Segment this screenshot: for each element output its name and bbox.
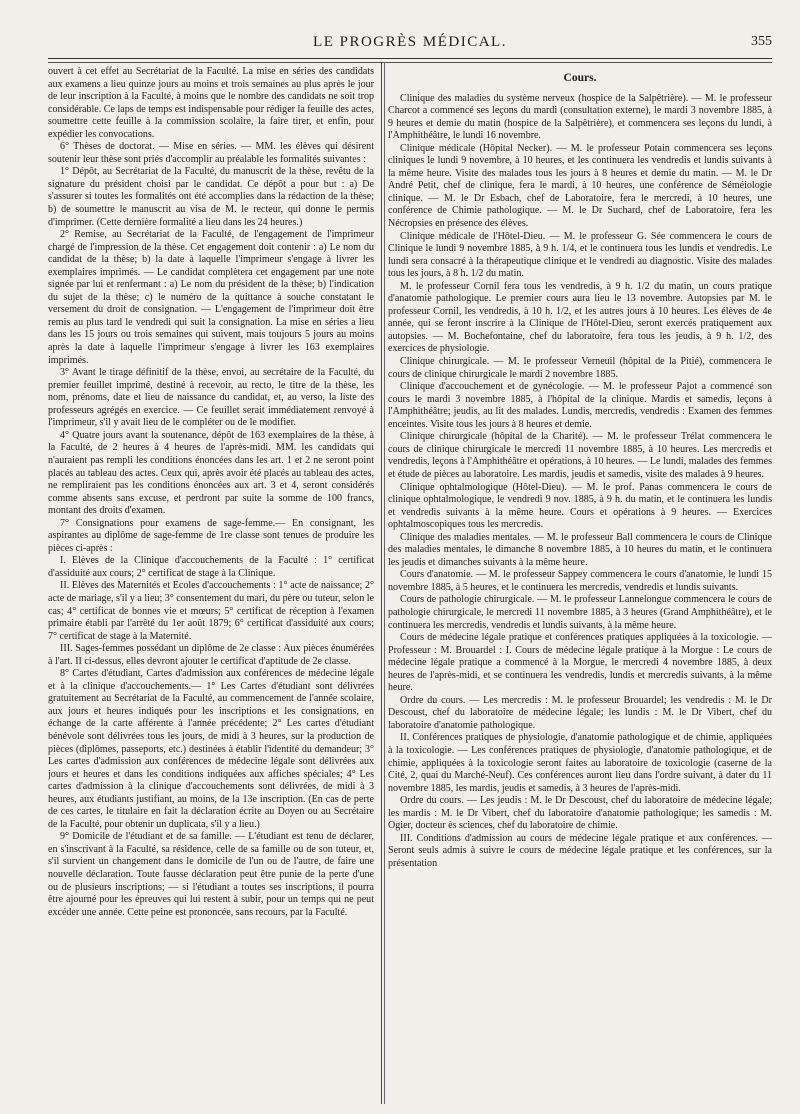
- paragraph: Clinique des maladies mentales. — M. le professeur Ball commencera le cours de Clinique des maladies mentales, le dimanche 8 novembre 1885, à 10 heures du matin, et le continuera les jeudis et dimanches suivants à la même heure.: [388, 531, 772, 568]
- column-divider-thin: [384, 62, 385, 1104]
- paragraph: 1° Dépôt, au Secrétariat de la Faculté, du manuscrit de la thèse, revêtu de la signature du président choisi par le candidat. Ce dépôt a pour but : a) De s'assurer si toutes les formalités ont été accomplies dans la rédaction de la thèse; b) de soumettre le manuscrit au visa de M. le recteur, qui donne le permis d'imprimer. (Cette dernière formalité a lieu dans les 24 heures.): [48, 166, 374, 228]
- paragraph: Cours d'anatomie. — M. le professeur Sappey commencera le cours d'anatomie, le lundi 15 novembre 1885, à 5 heures, et le continuera les mercredis, vendredis et lundis suivants.: [388, 569, 772, 593]
- paragraph: 2° Remise, au Secrétariat de la Faculté, de l'engagement de l'imprimeur chargé de l'impression de la thèse. Cet engagement doit contenir : a) Le nom du candidat de la thèse; b) la date à laquelle l'imprimeur s'engage à livrer les exemplaires imprimés. — Le candidat complètera cet engagement par une note signée par lui et renfermant : a) Le nom du président de la thèse; b) l'indication du sujet de la thèse; c) le numéro de la quittance à souche constatant le versement du droit de consignation. — L'engagement de l'imprimeur doit être remis au plus tard le vendredi qui suit la consignation. La mise en séries a lieu dans les 15 jours ou trois semaines qui suivent, mais toujours 5 jours au moins après la date à laquelle l'imprimeur s'engage à livrer les 163 exemplaires imprimés.: [48, 229, 374, 366]
- paragraph: 4° Quatre jours avant la soutenance, dépôt de 163 exemplaires de la thèse, à la Faculté, de 2 heures à 4 heures de l'après-midi. MM. les candidats qui n'auraient pas rempli les conditions énoncées dans les art. 1 et 2 ne seront point placés au tableau des actes. Ceux qui, après avoir été placés au tableau des actes, ne rempliraient pas les conditions énoncées aux art. 3 et 4, seront considérés comme absents sans excuse, et perdront par suite la somme de 100 francs, montant des droits d'examen.: [48, 429, 374, 517]
- right-column: [388, 66, 772, 1100]
- paragraph: 6° Thèses de doctorat. — Mise en séries. — MM. les élèves qui désirent soutenir leur thèse sont priés d'accomplir au préalable les formalités suivantes :: [48, 141, 374, 165]
- paragraph: Clinique médicale (Hôpital Necker). — M. le professeur Potain commencera ses leçons cliniques le lundi 9 novembre, à 10 heures, et les continuera les vendredis et lundis suivants à la même heure. Visite des malades tous les jours à 8 heures et demie du matin. — M. le Dr André Petit, chef de clinique, fera le mardi, à 10 heures, une conférence de Séméiologie clinique. — M. le Dr Esbach, chef de Laboratoire, fera le mercredi, à 10 heures, une conférence de Chimie pathologique. — M. le Dr Suchard, chef de Laboratoire, fera les Nécropsies en présence des élèves.: [388, 142, 772, 230]
- paragraph: 8° Cartes d'étudiant, Cartes d'admission aux conférences de médecine légale et à la clinique d'accouchements.— 1° Les Cartes d'étudiant sont délivrées gratuitement au Secrétariat de la Faculté, au commencement de l'année scolaire, aux jours et heures indiqués pour les inscriptions et les consignations, en échange de la carte afférente à l'année précédente; 2° Les cartes d'étudiant bénévole sont délivrées tous les jours, de midi à 3 heures, sur la production de pièces (diplômes, passeports, etc.) destinées à établir l'identité du demandeur; 3° Les cartes d'admission aux conférences de médecine légale sont délivrées aux jours et heures et dans les conditions indiquées aux affiches spéciales; 4° Les cartes d'admission à la clinique d'accouchements sont délivrées, de midi à 3 heures, aux étudiants justifiant, au moins, de la 13e inscription. (En cas de perte de ces cartes, le titulaire en fait la déclaration écrite au Doyen ou au Secrétaire de la Faculté, pour obtenir un duplicata, s'il y a lieu.): [48, 668, 374, 830]
- header-rule-thin: [48, 62, 772, 63]
- header-rule: [48, 58, 772, 59]
- left-column: [48, 66, 374, 1100]
- paragraph: 9° Domicile de l'étudiant et de sa famille. — L'étudiant est tenu de déclarer, en s'inscrivant à la Faculté, sa résidence, celle de sa famille ou de son tuteur, et, s'il survient un changement dans le domicile de l'un ou de l'autre, de faire une nouvelle déclaration. Toute fausse déclaration peut être punie de la perte d'une ou de plusieurs inscriptions; — si l'étudiant a toutes ses inscriptions, il pourra être ajourné pour les épreuves qui lui restent à subir, pour un temps qui ne peut excéder une année. Cette peine est prononcée, sans recours, par la Faculté.: [48, 831, 374, 918]
- running-head: LE PROGRÈS MÉDICAL.: [313, 34, 507, 50]
- paragraph: I. Elèves de la Clinique d'accouchements de la Faculté : 1° certificat d'assiduité aux cours; 2° certificat de stage à la Clinique.: [48, 555, 374, 579]
- paragraph: Cours de médecine légale pratique et conférences pratiques appliquées à la toxicologie. — Professeur : M. Brouardel : I. Cours de médecine légale pratique à la Morgue : Le cours de médecine légale pratique a commencé à la Morgue, le mercredi 4 novembre 1885, à deux heures de l'après-midi, et se continuera les vendredis, lundis et mercredis suivants, à la même heure.: [388, 632, 772, 694]
- paragraph: Clinique ophtalmologique (Hôtel-Dieu). — M. le prof. Panas commencera le cours de clinique ophtalmologique, le vendredi 9 nov. 1885, à 9 h. du matin, et le continuera les lundis et vendredis suivants à la même heure. Cours et opérations à 9 heures. — Exercices ophtalmoscopiques tous les mercredis.: [388, 481, 772, 531]
- paragraph: Clinique chirurgicale. — M. le professeur Verneuil (hôpital de la Pitié), commencera le cours de clinique chirurgicale le mardi 2 novembre 1885.: [388, 356, 772, 380]
- paragraph: M. le professeur Cornil fera tous les vendredis, à 9 h. 1/2 du matin, un cours pratique d'anatomie pathologique. Le premier cours aura lieu le 13 novembre. Autopsies par M. le professeur Cornil, les vendredis, à 10 h. 1/2, et les autres jours à 10 heures. Les élèves de 4e année, qui se feront inscrire à la Clinique de l'Hôtel-Dieu, seront exercés pratiquement aux autopsies. — M. Bochefontaine, chef du laboratoire, fera tous les jeudis, à 9 h. 1/2, des exercices de physiologie.: [388, 280, 772, 355]
- paragraph: Clinique médicale de l'Hôtel-Dieu. — M. le professeur G. Sée commencera le cours de Clinique le lundi 9 novembre 1885, à 9 h. 1/4, et le continuera tous les lundis et vendredis. Le lundi sera consacré à la thérapeutique clinique et le vendredi au diagnostic. Visite des malades tous les jours, à 8 h. 1/2 du matin.: [388, 230, 772, 280]
- paragraph: Ordre du cours. — Les jeudis : M. le Dr Descoust, chef du laboratoire de médecine légale; les mardis : M. le Dr Vibert, chef du laboratoire d'anatomie pathologique; les samedis : M. Ogier, docteur ès sciences, chef du laboratoire de chimie.: [388, 795, 772, 832]
- paragraph: Clinique d'accouchement et de gynécologie. — M. le professeur Pajot a commencé son cours le mardi 3 novembre 1885, à l'hôpital de la clinique. Mardis et samedis, leçons à l'Amphithéâtre; jeudis, au lit des malades. Lundis, mercredis, vendredis : Examen des femmes enceintes. Visite tous les jours à 8 heures et demie.: [388, 381, 772, 430]
- paragraph: Ordre du cours. — Les mercredis : M. le professeur Brouardel; les vendredis : M. le Dr Descoust, chef du laboratoire de médecine légale; les lundis : M. le Dr Vibert, chef du laboratoire d'anatomie pathologique.: [388, 694, 772, 731]
- page-number: 355: [751, 34, 772, 49]
- paragraph: Clinique chirurgicale (hôpital de la Charité). — M. le professeur Trélat commencera le cours de clinique chirurgicale le mercredi 11 novembre 1885, à 10 heures. Les mercredis et vendredis, leçons à l'Amphithéâtre et opérations, à 10 heures. — Le lundi, malades des femmes et étude de pièces au laboratoire. Les mardis, jeudis et samedis, visite des malades à 9 heures.: [388, 431, 772, 480]
- paragraph: 7° Consignations pour examens de sage-femme.— En consignant, les aspirantes au diplôme de sage-femme de 1re classe sont tenues de produire les pièces ci-après :: [48, 517, 374, 554]
- paragraph: 3° Avant le tirage définitif de la thèse, envoi, au secrétaire de la Faculté, du premier feuillet imprimé, destiné à recevoir, au recto, le titre de la thèse, les nom, prénoms, date et lieu de naissance du candidat, et, au verso, la liste des professeurs agrégés en exercice. — Ce feuillet serait immédiatement renvoyé à l'imprimeur, s'il y avait lieu de le compléter ou de le modifier.: [48, 367, 374, 429]
- paragraph: III. Sages-femmes possédant un diplôme de 2e classe : Aux pièces énumérées à l'art. II ci-dessus, elles devront ajouter le certificat d'aptitude de 2e classe.: [48, 643, 374, 667]
- paragraph: II. Elèves des Maternités et Ecoles d'accouchements : 1° acte de naissance; 2° acte de mariage, s'il y a lieu; 3° consentement du mari, du père ou tuteur, selon le cas; 4° certificat de bonnes vie et mœurs; 5° certificat de réception à l'examen primaire établi par l'arrêté du 1er août 1879; 6° certificat d'assiduité aux cours; 7° certificat de stage à la Maternité.: [48, 580, 374, 642]
- section-title: Cours.: [563, 72, 597, 84]
- paragraph: II. Conférences pratiques de physiologie, d'anatomie pathologique et de chimie, appliquées à la toxicologie. — Les conférences pratiques de physiologie, d'anatomie pathologique, et de chimie, appliquées à la toxicologie seront faites au laboratoire de toxicologie (caserne de la Cité, 2, quai du Marché-Neuf). Ces conférences auront lieu dans l'ordre suivant, à dater du 11 novembre 1885, les mardis, jeudis et samedis, à 3 heures de l'après-midi.: [388, 732, 772, 794]
- paragraph: Cours de pathologie chirurgicale. — M. le professeur Lannelongue commencera le cours de pathologie chirurgicale, le mercredi 11 novembre 1885, à 3 heures (Grand Amphithéâtre), et le continuera les mercredis, vendredis et lundis suivants, à la même heure.: [388, 594, 772, 631]
- paragraph: III. Conditions d'admission au cours de médecine légale pratique et aux conférences. — Seront seuls admis à suivre le cours de médecine légale pratique et les conférences, sur la présentation: [388, 832, 772, 869]
- page-header: [48, 26, 772, 56]
- column-divider: [381, 62, 382, 1104]
- paragraph: Clinique des maladies du système nerveux (hospice de la Salpêtrière). — M. le professeur Charcot a commencé ses leçons du mardi (consultation externe), le mardi 3 novembre 1885, à 9 heures et demie du matin (hospice de la Salpêtrière), et commencera ses leçons du lundi, à l'Amphithéâtre, le lundi 16 novembre.: [388, 92, 772, 142]
- paragraph: ouvert à cet effet au Secrétariat de la Faculté. La mise en séries des candidats aux examens a lieu quinze jours au moins et trois semaines au plus après le jour de leur inscription à la Faculté, à moins que le nombre des candidats ne soit trop considérable. Ce laps de temps est indispensable pour rédiger la feuille des actes, soumettre cette feuille à la commission scolaire, la faire tirer, et enfin, pour expédier les convocations.: [48, 66, 374, 140]
